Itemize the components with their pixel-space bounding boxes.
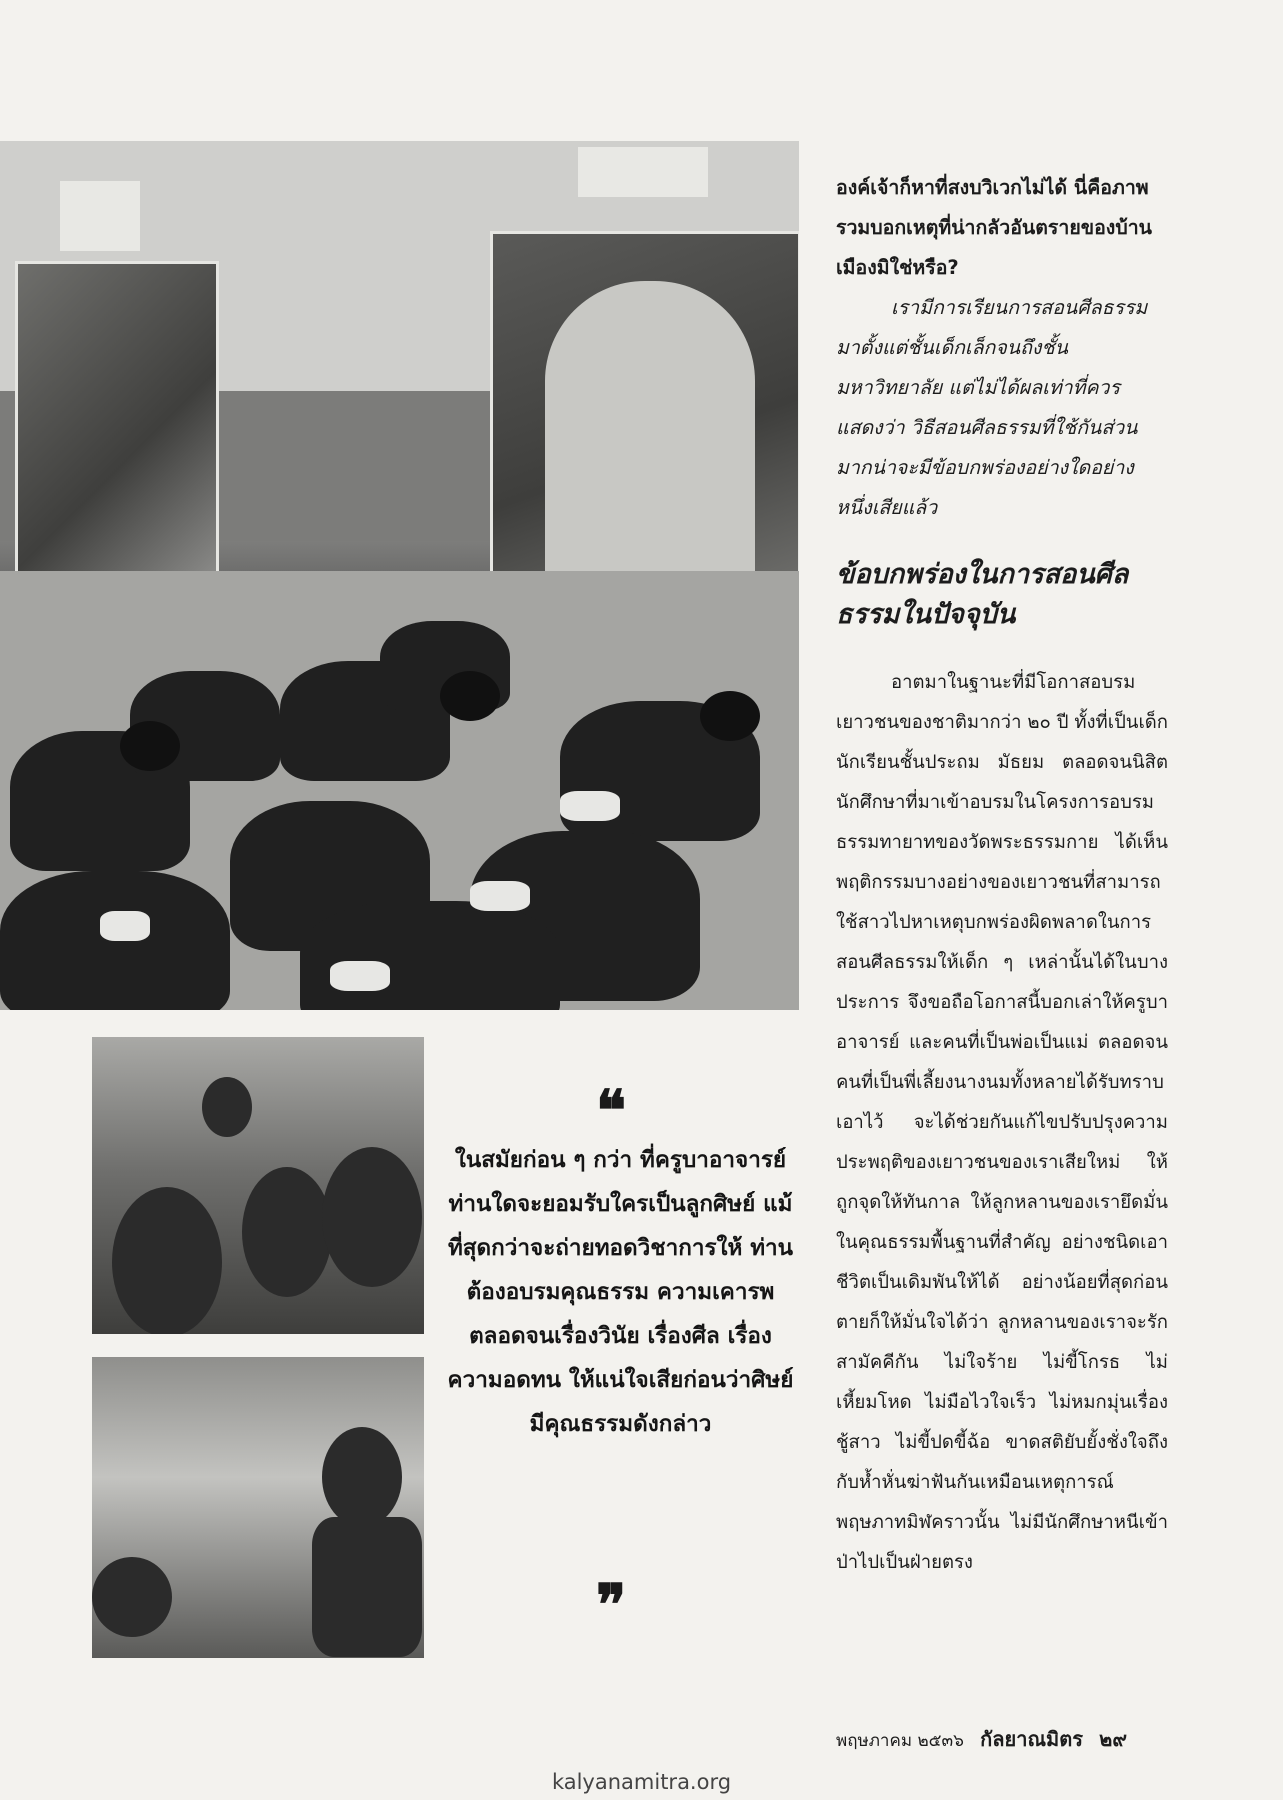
- student-head: [120, 721, 180, 771]
- photo-teacher-microphone: [92, 1357, 424, 1658]
- page-number: ๒๙: [1099, 1727, 1128, 1751]
- buddha-figure: [545, 281, 755, 611]
- mural-painting-left: [15, 261, 219, 577]
- student-sleeve: [560, 791, 620, 821]
- student-figure: [322, 1147, 422, 1287]
- watermark: kalyanamitra.org: [551, 1770, 732, 1794]
- student-figure: [92, 1557, 172, 1637]
- photo-teacher-classroom: [92, 1037, 424, 1334]
- student-sleeve: [470, 881, 530, 911]
- page-footer: [836, 1723, 1206, 1755]
- section-heading: ข้อบกพร่องในการสอนศีลธรรมในปัจจุบัน: [836, 559, 1129, 630]
- wall-sign: [60, 181, 140, 251]
- pull-quote: ในสมัยก่อน ๆ กว่า ที่ครูบาอาจารย์ท่านใดจะยอมรับใครเป็นลูกศิษย์ แม้ที่สุดกว่าจะถ่ายทอดวิชาการให้ ท่านต้องอบรมคุณธรรม ความเคารพ ตลอดจนเรื่องวินัย เรื่องศีล เรื่องความอดทน ให้แน่ใจเสียก่อนว่าศิษย์มีคุณธรรมดังกล่าว: [447, 1147, 794, 1437]
- main-photo-students-bowing: [0, 141, 799, 1010]
- publication-name: กัลยาณมิตร: [980, 1727, 1083, 1751]
- student-figure: [242, 1167, 332, 1297]
- intro-paragraph: เรามีการเรียนการสอนศีลธรรมมาตั้งแต่ชั้นเด็กเล็กจนถึงชั้นมหาวิทยาลัย แต่ไม่ได้ผลเท่าที่ควร แสดงว่า วิธีสอนศีลธรรมที่ใช้กันส่วนมากน่าจะมีข้อบกพร่องอย่างใดอย่างหนึ่งเสียแล้ว: [836, 295, 1148, 519]
- body-paragraph: อาตมาในฐานะที่มีโอกาสอบรมเยาวชนของชาติมากว่า ๒๐ ปี ทั้งที่เป็นเด็กนักเรียนชั้นประถม มัธยม ตลอดจนนิสิตนักศึกษาที่มาเข้าอบรมในโครงการอบรมธรรมทายาทของวัดพระธรรมกาย ได้เห็นพฤติกรรมบางอย่างของเยาวชนที่สามารถใช้สาวไปหาเหตุบกพร่องผิดพลาดในการสอนศีลธรรมให้เด็ก ๆ เหล่านั้นได้ในบางประการ จึงขอถือโอกาสนี้บอกเล่าให้ครูบาอาจารย์ และคนที่เป็นพ่อเป็นแม่ ตลอดจนคนที่เป็นพี่เลี้ยงนางนมทั้งหลายได้รับทราบเอาไว้ จะได้ช่วยกันแก้ไขปรับปรุงความประพฤติของเยาวชนของเราเสียใหม่ ให้ถูกจุดให้ทันกาล ให้ลูกหลานของเรายึดมั่นในคุณธรรมพื้นฐานที่สำคัญ อย่างชนิดเอาชีวิตเป็นเดิมพันให้ได้ อย่างน้อยที่สุดก่อนตายก็ให้มั่นใจได้ว่า ลูกหลานของเราจะรักสามัคคีกัน ไม่ใจร้าย ไม่ขี้โกรธ ไม่เหี้ยมโหด ไม่มือไวใจเร็ว ไม่หมกมุ่นเรื่องชู้สาว ไม่ขี้ปดขี้ฉ้อ ขาดสติยับยั้งชั่งใจถึงกับห้ำหั่นฆ่าฟันกันเหมือนเหตุการณ์พฤษภาทมิฬคราวนั้น ไม่มีนักศึกษาหนีเข้าป่าไปเป็นฝ่ายตรง: [836, 671, 1168, 1573]
- bowing-student: [300, 901, 560, 1010]
- close-quote-mark: ❞: [596, 1572, 627, 1638]
- student-head: [700, 691, 760, 741]
- student-sleeve: [100, 911, 150, 941]
- open-quote-mark: ❝: [596, 1078, 627, 1144]
- teacher-figure: [322, 1427, 402, 1527]
- student-figure: [112, 1187, 222, 1334]
- teacher-figure: [202, 1077, 252, 1137]
- issue-date: พฤษภาคม ๒๕๓๖: [836, 1731, 964, 1751]
- teacher-body: [312, 1517, 422, 1657]
- wall-sign: [578, 147, 708, 197]
- bowing-students: [0, 611, 799, 1010]
- student-sleeve: [330, 961, 390, 991]
- student-head: [440, 671, 500, 721]
- intro-line: องค์เจ้าก็หาที่สงบวิเวกไม่ได้ นี่คือภาพรวมบอกเหตุที่น่ากลัวอันตรายของบ้านเมืองมิใช่หรือ?: [836, 175, 1152, 279]
